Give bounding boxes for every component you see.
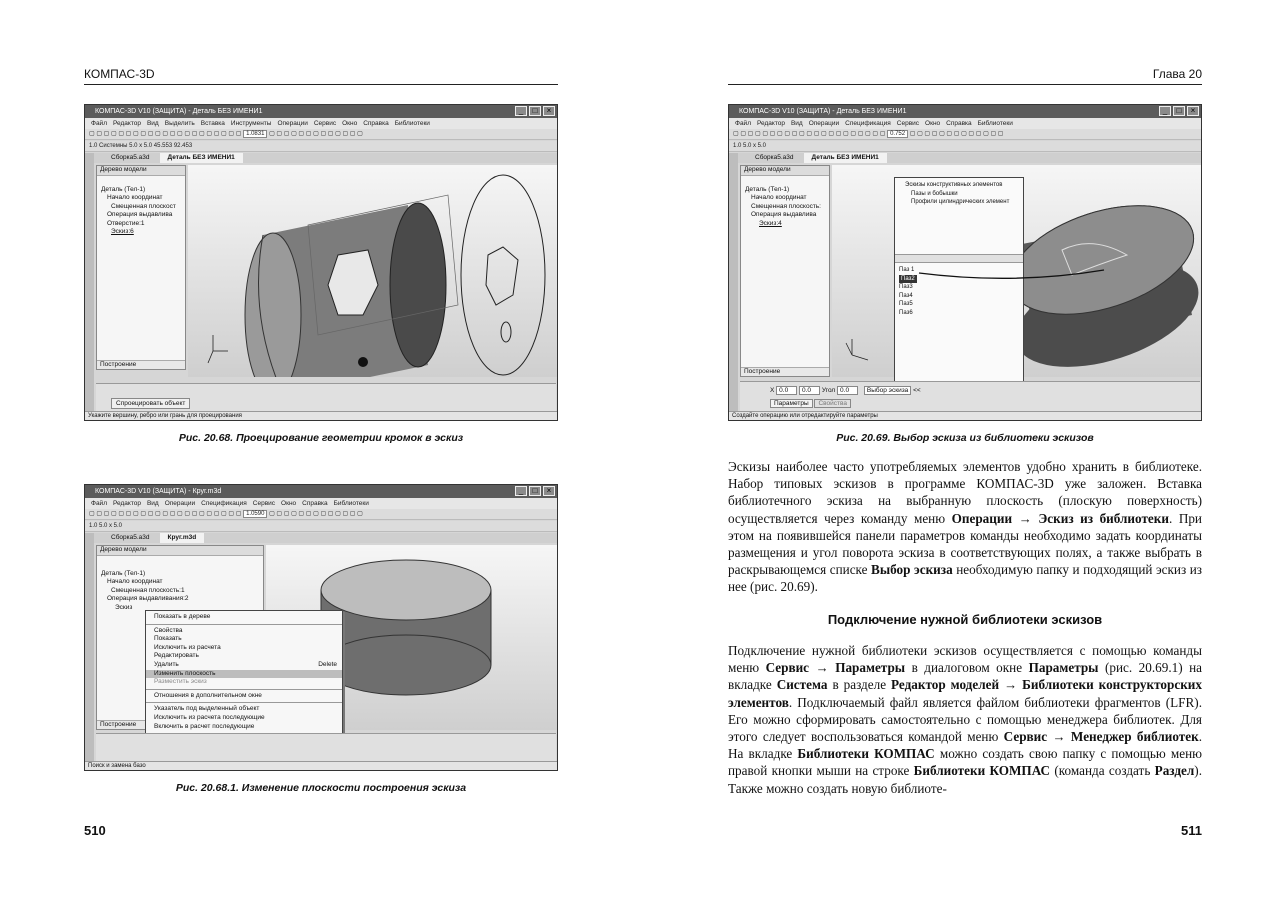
document-tabs	[93, 533, 557, 543]
choose-sketch-select[interactable]: Выбор эскиза	[864, 386, 911, 395]
library-item-selected[interactable]: Паз2	[901, 275, 915, 282]
status-bar: Создайте операцию или отредактируйте параметры	[729, 411, 1201, 420]
tree-item[interactable]: Операция выдавлива	[107, 211, 173, 218]
tree-item[interactable]: Отверстие:1	[107, 219, 145, 227]
menu-bar	[85, 118, 557, 129]
status-bar: Укажите вершину, ребро или грань для проецирования	[85, 411, 557, 420]
library-item[interactable]: Паз 1	[899, 267, 915, 273]
angle-label: Угол	[821, 387, 836, 394]
menu-help[interactable]: Справка	[946, 120, 972, 127]
toolbar-main: ▢ ▢ ▢ ▢ ▢ ▢ ▢ ▢ ▢ ▢ ▢ ▢ ▢ ▢ ▢ ▢ ▢ ▢ ▢ ▢ ▢ 1.0590 ▢ ▢ ▢ ▢ ▢ ▢ ▢ ▢ ▢ ▢ ▢ ▢ ▢	[85, 509, 557, 520]
model-tree-header: Дерево модели	[97, 166, 185, 176]
menu-view[interactable]: Вид	[790, 120, 803, 127]
context-menu-item[interactable]: Отношения в дополнительном окне	[154, 691, 262, 699]
context-menu-item-delete[interactable]	[146, 661, 342, 670]
model-tree-header: Дерево модели	[741, 166, 829, 176]
menu-view[interactable]: Вид	[146, 500, 159, 507]
menu-libraries[interactable]: Библиотеки	[394, 120, 430, 127]
library-item[interactable]: Паз3	[899, 284, 913, 290]
menu-service[interactable]: Сервис	[252, 500, 276, 507]
context-menu-item[interactable]: Показать	[154, 635, 182, 643]
property-panel: X 0.0 0.0 Угол 0.0 Выбор эскиза << Параметры Свойства	[740, 381, 1200, 411]
menu-specification[interactable]: Спецификация	[201, 500, 247, 507]
window-title: КОМПАС-3D V10 (ЗАЩИТА) - Круг.m3d	[95, 488, 222, 495]
page-number-right: 511	[1181, 823, 1202, 838]
menu-operations[interactable]: Операции	[277, 120, 308, 127]
screenshot-fig-20-68-1	[84, 484, 558, 771]
tab-construction[interactable]: Построение	[97, 720, 152, 730]
tree-item[interactable]: Операция выдавлива	[751, 211, 817, 218]
tree-item[interactable]: Смещенная плоскост	[111, 202, 176, 210]
status-bar: Поиск и замена базо	[85, 761, 557, 770]
menu-tools[interactable]: Инструменты	[230, 120, 272, 127]
context-menu-item-disabled: Разместить эскиз	[154, 678, 207, 686]
compact-toolbar[interactable]	[85, 153, 94, 411]
tree-item-selected[interactable]: Эскиз:4	[759, 219, 782, 227]
tab-construction[interactable]: Построение	[741, 367, 829, 377]
window-title: КОМПАС-3D V10 (ЗАЩИТА) - Деталь БЕЗ ИМЕНИ1	[739, 108, 907, 115]
property-panel	[96, 383, 556, 411]
tree-item[interactable]: Смещенная плоскость:	[751, 202, 821, 210]
context-menu-item[interactable]: Исключить из расчета последующие	[154, 713, 265, 721]
window-title-bar	[729, 105, 1201, 118]
menu-specification[interactable]: Спецификация	[845, 120, 891, 127]
window-title-bar	[85, 105, 557, 118]
menu-edit[interactable]: Редактор	[756, 120, 785, 127]
paragraph-2: Подключение нужной библиотеки эскизов осуществляется с помощью команды меню Сервис → Параметры в диалоговом окне Параметры (рис. 20.69.1) на вкладке Система в разделе Редактор моделей → Библиотеки конструкторских элементов. Подключаемый файл является файлом библиотеки фрагментов (LFR). Его можно сформировать самостоятельно с помощью менеджера библиотек. Для этого следует воспользоваться командой меню Сервис → Менеджер библиотек. На вкладке Библиотеки КОМПАС можно создать свою папку с помощью меню правой кнопки мыши на строке Библиотеки КОМПАС (команда создать Раздел). Также можно создать новую библиоте-	[728, 643, 1202, 796]
figure-caption: Рис. 20.68. Проецирование геометрии кромок в эскиз	[178, 432, 464, 444]
menu-operations[interactable]: Операции	[164, 500, 196, 507]
context-menu-item[interactable]: Редактировать	[154, 652, 199, 660]
tab-assembly[interactable]: Сборка5.a3d	[111, 534, 150, 541]
compact-toolbar[interactable]	[85, 533, 94, 761]
maximize-icon[interactable]: □	[529, 486, 541, 496]
menu-service[interactable]: Сервис	[313, 120, 337, 127]
close-icon[interactable]: ×	[543, 486, 555, 496]
context-menu-item-label: Удалить	[154, 660, 179, 668]
context-menu-item-highlighted[interactable]: Изменить плоскость	[146, 670, 342, 679]
angle-input[interactable]: 0.0	[837, 386, 858, 395]
tab-parameters[interactable]: Параметры	[770, 399, 813, 408]
screenshot-fig-20-69	[728, 104, 1202, 421]
menu-libraries[interactable]: Библиотеки	[333, 500, 369, 507]
model-tree-panel	[740, 165, 830, 377]
tree-item-selected[interactable]: Эскиз:6	[111, 228, 134, 235]
menu-file[interactable]: Файл	[91, 500, 107, 507]
tab-properties[interactable]: Свойства	[814, 399, 851, 408]
menu-edit[interactable]: Редактор	[112, 120, 141, 127]
header-rule-left	[84, 84, 558, 85]
toolbar-current-state: 1.0 5.0 x 5.0	[85, 521, 557, 532]
menu-view[interactable]: Вид	[146, 120, 159, 127]
y-input[interactable]: 0.0	[799, 386, 820, 395]
section-heading: Подключение нужной библиотеки эскизов	[827, 612, 1103, 627]
header-rule-right	[728, 84, 1202, 85]
menu-bar	[85, 498, 557, 509]
tab-assembly[interactable]: Сборка5.a3d	[111, 154, 150, 161]
expand-button[interactable]: <<	[913, 387, 921, 394]
context-menu-item[interactable]: Включить в расчет последующие	[154, 722, 255, 730]
context-menu-item[interactable]: Показать в дереве	[154, 613, 211, 620]
tree-item[interactable]: Начало координат	[751, 194, 807, 201]
model-tree-header: Дерево модели	[97, 546, 263, 556]
zoom-field[interactable]: 1.0590	[243, 510, 267, 518]
tree-item[interactable]: Операция выдавливания:2	[107, 595, 189, 602]
menu-service[interactable]: Сервис	[896, 120, 920, 127]
x-input[interactable]: 0.0	[776, 386, 797, 395]
close-icon[interactable]: ×	[543, 106, 555, 116]
document-tabs	[93, 153, 557, 163]
menu-libraries[interactable]: Библиотеки	[977, 120, 1013, 127]
project-object-button[interactable]: Спроецировать объект	[111, 398, 190, 409]
tab-part[interactable]: Круг.m3d	[160, 533, 205, 543]
document-tabs	[737, 153, 1201, 163]
3d-viewport[interactable]	[188, 165, 558, 377]
compact-toolbar[interactable]	[729, 153, 738, 411]
tab-assembly[interactable]: Сборка5.a3d	[755, 154, 794, 161]
menu-window[interactable]: Окно	[342, 120, 358, 127]
zoom-field[interactable]: 0.752	[887, 130, 908, 138]
menu-bar	[729, 118, 1201, 129]
maximize-icon[interactable]: □	[529, 106, 541, 116]
tree-item[interactable]: Деталь (Тел-1)	[101, 569, 146, 577]
minimize-icon[interactable]: _	[515, 106, 527, 116]
menu-operations[interactable]: Операции	[808, 120, 840, 127]
menu-window[interactable]: Окно	[281, 500, 297, 507]
model-graphic	[188, 165, 558, 377]
figure-caption: Рис. 20.69. Выбор эскиза из библиотеки эскизов	[836, 432, 1094, 444]
maximize-icon[interactable]: □	[1173, 106, 1185, 116]
tree-item[interactable]: Смещенная плоскость:1	[111, 586, 185, 594]
menu-insert[interactable]: Вставка	[200, 120, 225, 127]
library-folder[interactable]: Профили цилиндрических элемент	[911, 199, 1010, 205]
horizontal-scrollbar[interactable]	[895, 254, 1023, 263]
screenshot-fig-20-68	[84, 104, 558, 421]
tree-item[interactable]: Деталь (Тел-1)	[745, 185, 790, 193]
tree-item[interactable]: Начало координат	[107, 578, 163, 585]
minimize-icon[interactable]: _	[1159, 106, 1171, 116]
page-number-left: 510	[84, 823, 106, 838]
context-menu-item[interactable]: Указатель под выделенный объект	[154, 705, 260, 713]
zoom-field[interactable]: 1.0831	[243, 130, 267, 138]
library-item[interactable]: Паз4	[899, 292, 913, 299]
paragraph-1: Эскизы наиболее часто употребляемых элементов удобно хранить в библиотеке. Набор типовых эскизов в программе КОМПАС-3D уже заложен. Вставка библиотечного эскиза на выбранную плоскость (плоскую поверхность) осуществляется через команду меню Операции → Эскиз из библиотеки. При этом на появившейся панели параметров команды необходимо задать координаты размещения и угол поворота эскиза в соответствующих полях, а также выбрать в раскрывающемся списке Выбор эскиза необходимую папку и подходящий эскиз из нее (рис. 20.69).	[728, 459, 1202, 595]
menu-file[interactable]: Файл	[735, 120, 751, 127]
property-panel	[96, 733, 556, 761]
running-head-right: Глава 20	[1152, 67, 1202, 81]
leader-arrow-icon	[914, 265, 1114, 290]
menu-select[interactable]: Выделить	[164, 120, 195, 127]
menu-help[interactable]: Справка	[302, 500, 328, 507]
running-head-left: КОМПАС-3D	[84, 67, 155, 81]
tree-item-selected[interactable]: Эскиз	[115, 603, 133, 611]
menu-file[interactable]: Файл	[91, 120, 107, 127]
tab-part[interactable]: Деталь БЕЗ ИМЕНИ1	[804, 153, 887, 163]
menu-help[interactable]: Справка	[363, 120, 389, 127]
figure-caption: Рис. 20.68.1. Изменение плоскости построения эскиза	[175, 782, 467, 794]
library-item[interactable]: Паз5	[899, 301, 913, 307]
minimize-icon[interactable]: _	[515, 486, 527, 496]
toolbar-current-state: 1.0 5.0 x 5.0	[729, 141, 1201, 152]
window-title: КОМПАС-3D V10 (ЗАЩИТА) - Деталь БЕЗ ИМЕНИ1	[95, 108, 263, 115]
toolbar-current-state: 1.0 Системны 5.0 x 5.0 45.553 92.453	[85, 141, 557, 152]
toolbar-main: ▢ ▢ ▢ ▢ ▢ ▢ ▢ ▢ ▢ ▢ ▢ ▢ ▢ ▢ ▢ ▢ ▢ ▢ ▢ ▢ ▢ 0.752 ▢ ▢ ▢ ▢ ▢ ▢ ▢ ▢ ▢ ▢ ▢ ▢ ▢	[729, 129, 1201, 140]
context-menu-item[interactable]: Исключить из расчета	[154, 643, 221, 651]
window-title-bar	[85, 485, 557, 498]
context-menu-item[interactable]: Свойства	[154, 626, 183, 634]
library-item[interactable]: Паз6	[899, 309, 913, 316]
library-dropdown	[894, 177, 1024, 412]
menu-window[interactable]: Окно	[925, 120, 941, 127]
library-folder[interactable]: Пазы и бобышки	[911, 190, 958, 197]
tab-construction[interactable]: Построение	[97, 360, 185, 370]
model-tree-panel	[96, 165, 186, 370]
toolbar-main: ▢ ▢ ▢ ▢ ▢ ▢ ▢ ▢ ▢ ▢ ▢ ▢ ▢ ▢ ▢ ▢ ▢ ▢ ▢ ▢ ▢ 1.0831 ▢ ▢ ▢ ▢ ▢ ▢ ▢ ▢ ▢ ▢ ▢ ▢ ▢	[85, 129, 557, 140]
tree-item[interactable]: Деталь (Тел-1)	[101, 185, 146, 193]
tree-item[interactable]: Начало координат	[107, 194, 163, 201]
library-folder[interactable]: Эскизы конструктивных элементов	[905, 182, 1003, 188]
shortcut-label: Delete	[318, 660, 337, 668]
close-icon[interactable]: ×	[1187, 106, 1199, 116]
menu-edit[interactable]: Редактор	[112, 500, 141, 507]
tab-part[interactable]: Деталь БЕЗ ИМЕНИ1	[160, 153, 243, 163]
